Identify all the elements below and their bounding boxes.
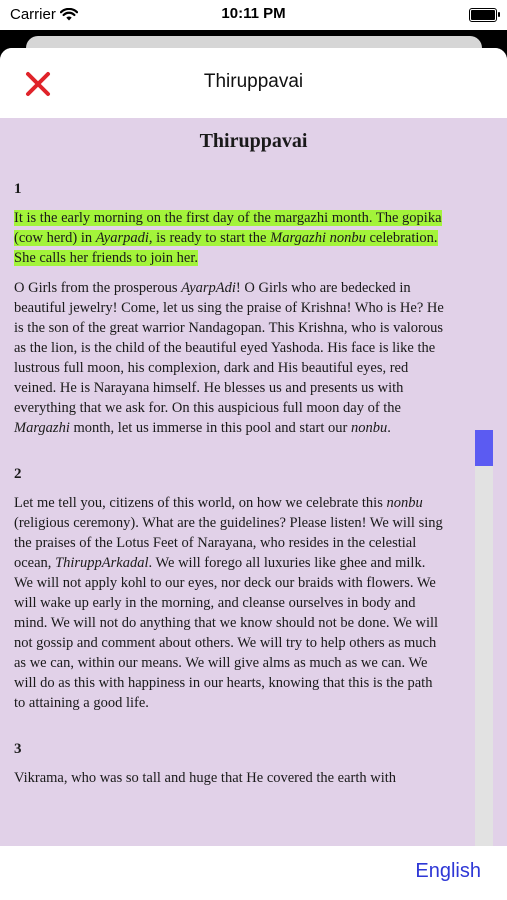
text-run: . We will forego all luxuries like ghee and milk. We will not apply kohl to our eyes, nor deck our braids with flowers. We will wake up early in the morning, and cleanse ourselves in body and mind. We will not do anything that we know should not be done. We will not gossip and comment about others. We will try to help others as much as we can, within our means. We will give alms as much as we can. We will do as this with happiness in our hearts, knowing that this is the path to attaining a good life.	[14, 555, 439, 711]
document-view[interactable]	[0, 118, 507, 846]
verse-number: 3	[14, 741, 22, 757]
text-run: , is ready to start the	[148, 230, 271, 246]
italic-term: nonbu	[386, 495, 423, 511]
text-run: .	[387, 420, 391, 436]
verse-text	[14, 278, 445, 438]
verse-summary-highlighted	[14, 208, 445, 268]
italic-term: nonbu	[350, 420, 388, 436]
verse-section	[0, 181, 507, 438]
scrollbar-thumb[interactable]	[475, 430, 493, 466]
text-run: celebration. She calls her friends to join her.	[14, 230, 438, 266]
italic-term: Margazhi	[14, 420, 70, 436]
italic-term: Ayarpadi	[95, 230, 149, 246]
scrollbar-track[interactable]	[475, 430, 493, 846]
language-button[interactable]: English	[415, 860, 481, 882]
status-time: 10:11 PM	[221, 5, 286, 22]
verse-list	[0, 181, 507, 788]
modal-sheet	[0, 48, 507, 900]
text-run: O Girls from the prosperous	[14, 280, 182, 296]
verse-section	[0, 741, 507, 788]
carrier-label: Carrier	[10, 6, 56, 23]
status-bar	[0, 0, 507, 30]
document-title: Thiruppavai	[199, 130, 308, 152]
verse-number: 2	[14, 466, 22, 482]
text-run: It is the early morning on the first day of the margazhi month. The gopika (cow herd) in	[14, 210, 442, 246]
text-run: month, let us immerse in this pool and start our	[69, 420, 351, 436]
verse-text	[14, 493, 445, 713]
text-run: ! O Girls who are bedecked in beautiful jewelry! Come, let us sing the praise of Krishna! Who is He? He is the son of the great warrior Nandagopan. This Krishna, who is valorous as the lion, is the child of the beautiful eyed Yashoda. His face is like the lustrous full moon, his complexion, dark and His beautiful eyes, red veined. He is Narayana himself. He blesses us and presents us with everything that we ask for. On this auspicious full moon day of the	[14, 280, 444, 416]
italic-term: Margazhi nonbu	[270, 230, 366, 246]
italic-term: ThiruppArkadal	[55, 555, 149, 571]
battery-icon	[469, 8, 497, 22]
navigation-bar	[0, 48, 507, 118]
text-run: Vikrama, who was so tall and huge that He covered the earth with	[14, 770, 397, 786]
nav-title: Thiruppavai	[203, 71, 304, 92]
text-run: Let me tell you, citizens of this world, on how we celebrate this	[14, 495, 387, 511]
verse-number: 1	[14, 181, 22, 197]
bottom-toolbar	[0, 846, 507, 900]
text-run: (religious ceremony). What are the guidelines? Please listen! We will sing the praises of the Lotus Feet of Narayana, who resides in the celestial ocean,	[14, 515, 443, 571]
verse-section	[0, 466, 507, 713]
highlight	[14, 210, 442, 266]
italic-term: AyarpAdi	[181, 280, 236, 296]
verse-text	[14, 768, 445, 788]
